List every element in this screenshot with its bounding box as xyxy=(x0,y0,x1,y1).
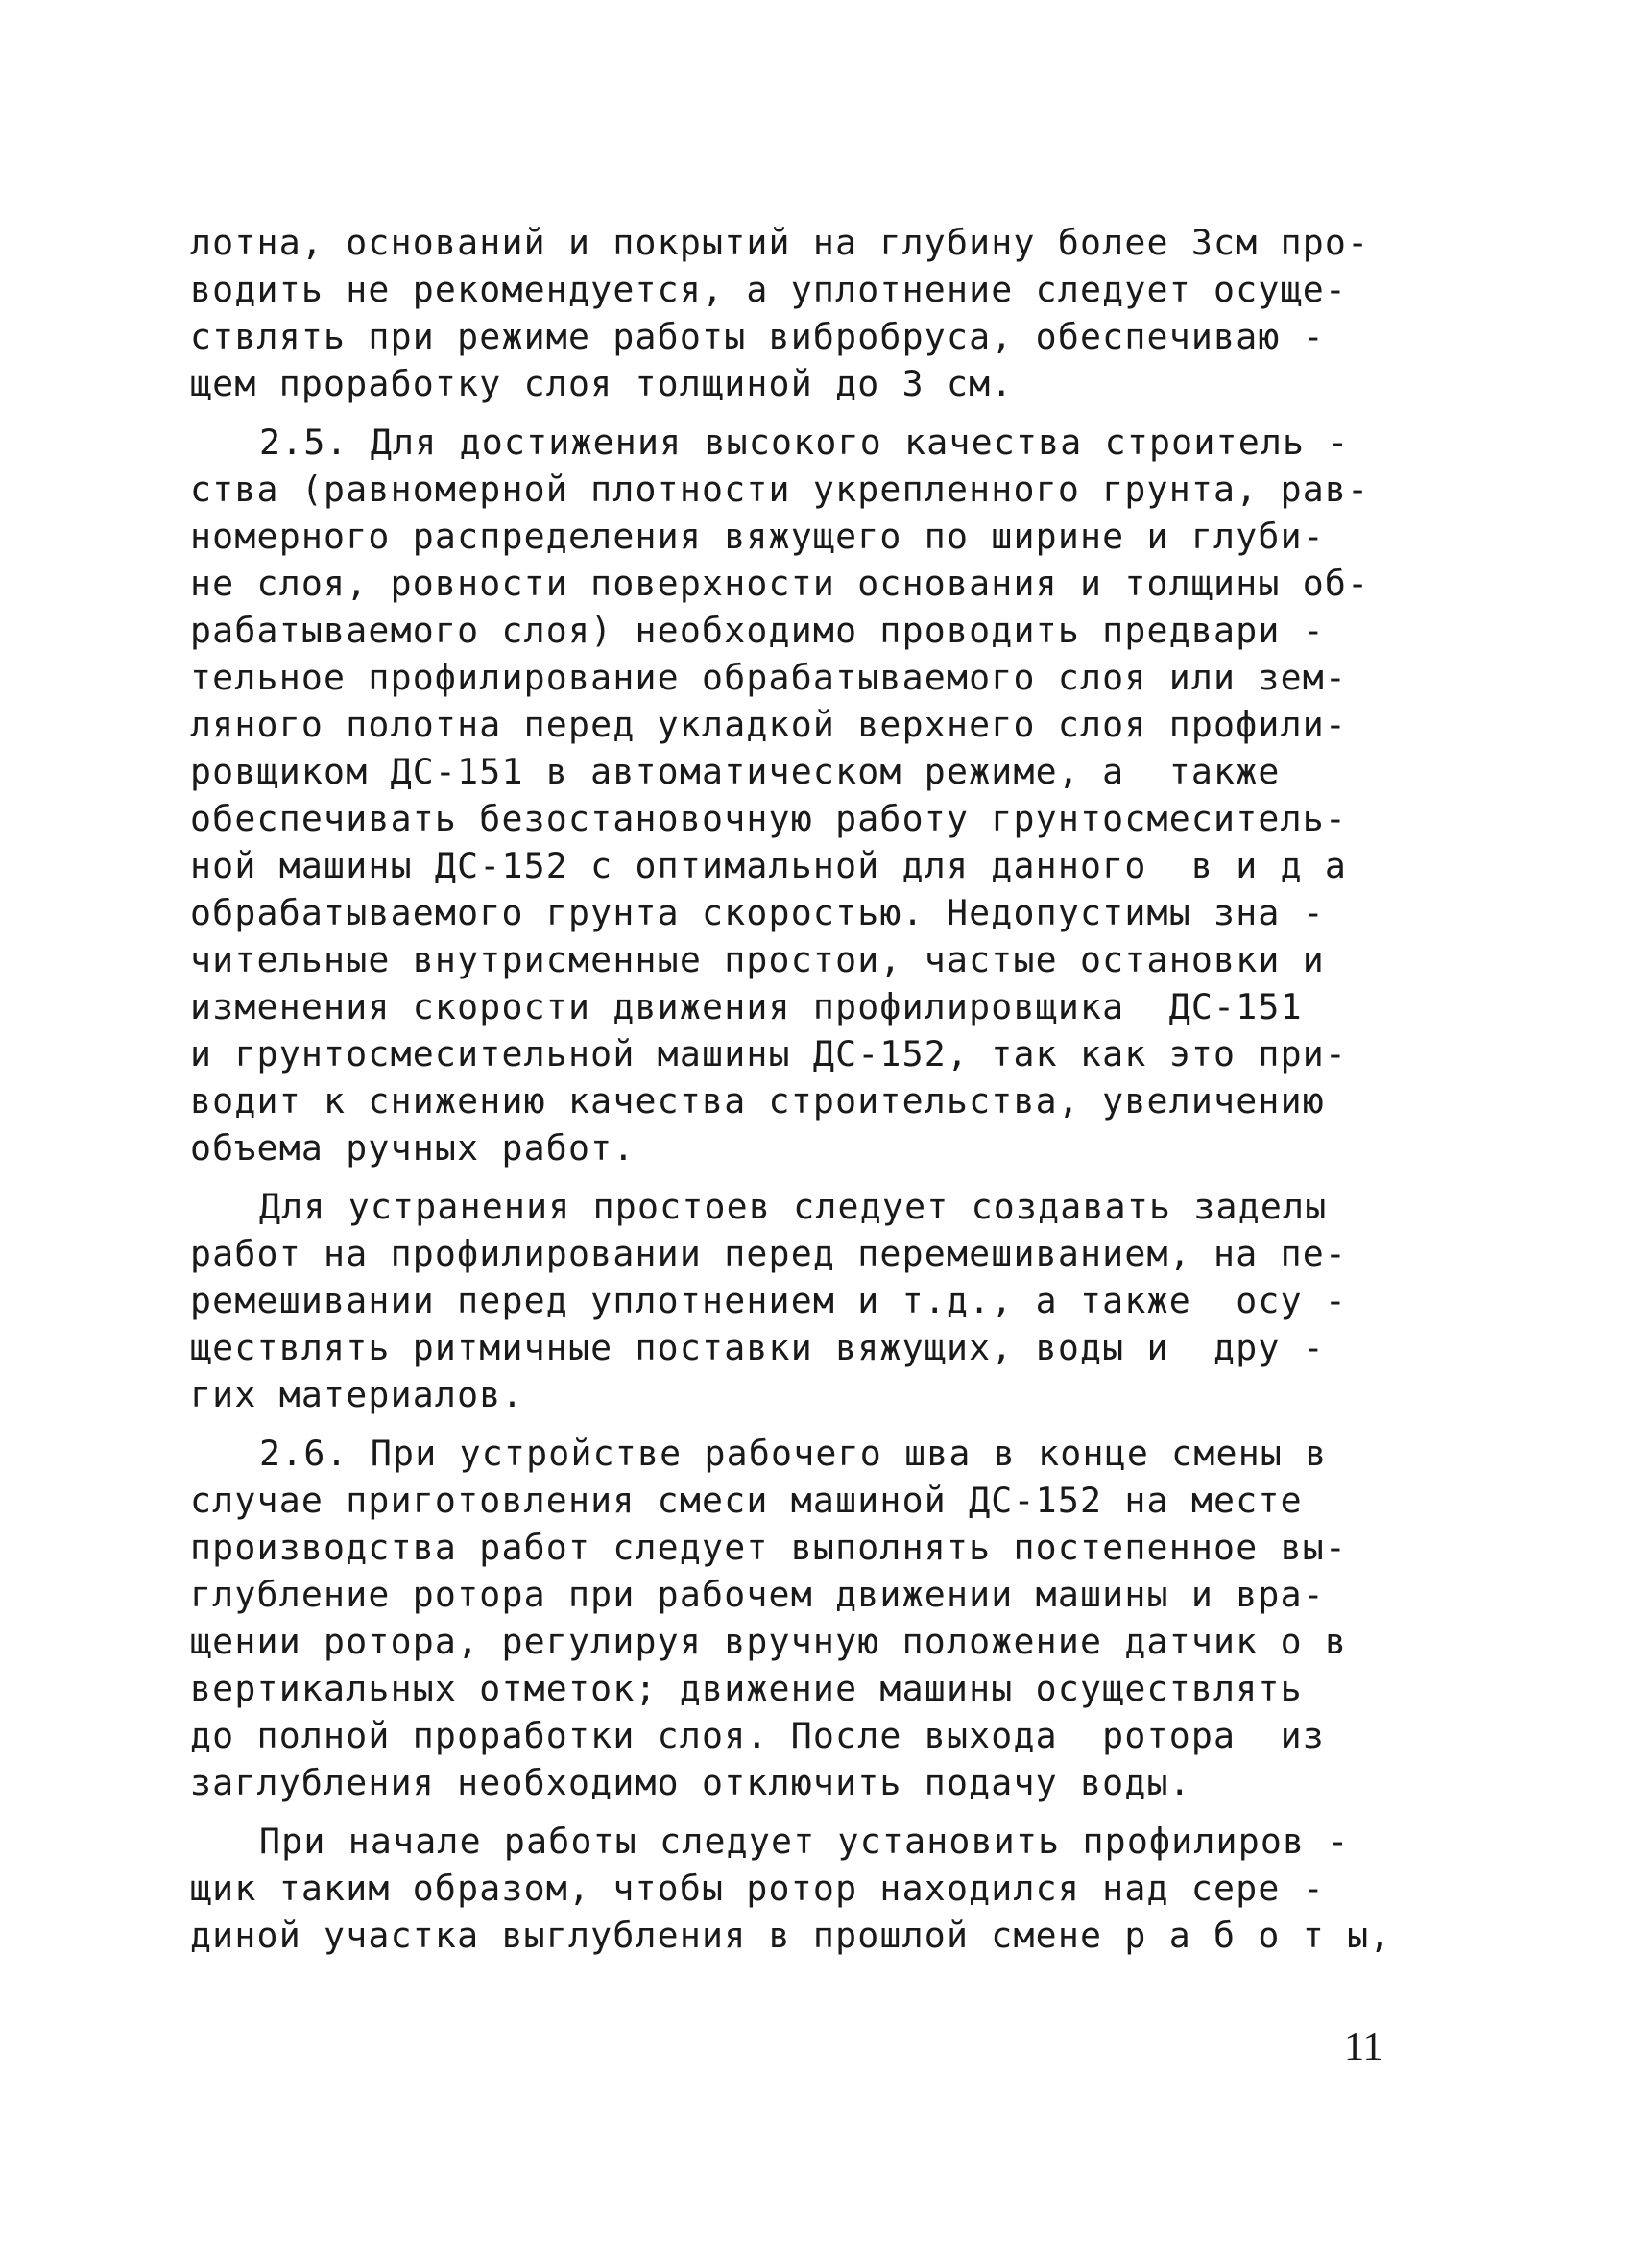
text-line: вертикальных отметок; движение машины осуществлять xyxy=(190,1668,1303,1709)
text-line: производства работ следует выполнять постепенное вы- xyxy=(190,1527,1348,1568)
text-line: не слоя, ровности поверхности основания и толщины об- xyxy=(190,563,1370,604)
text-line: ремешивании перед уплотнением и т.д., а также осу - xyxy=(190,1280,1348,1321)
text-line: ной машины ДС-152 с оптимальной для данного в и д а xyxy=(190,845,1348,886)
text-line: щик таким образом, чтобы ротор находился над сере - xyxy=(190,1868,1325,1909)
text-line: ляного полотна перед укладкой верхнего слоя профили- xyxy=(190,704,1348,745)
text-line: объема ручных работ. xyxy=(190,1127,636,1169)
paragraph-2-5 xyxy=(190,419,1421,1171)
paragraph-continuation xyxy=(190,219,1421,407)
text-line: чительные внутрисменные простои, частые остановки и xyxy=(190,939,1325,980)
text-line: ществлять ритмичные поставки вяжущих, воды и дру - xyxy=(190,1327,1325,1368)
text-line: и грунтосмесительной машины ДС-152, так как это при- xyxy=(190,1033,1348,1074)
text-line: водить не рекомендуется, а уплотнение следует осуще- xyxy=(190,269,1348,310)
text-line: рабатываемого слоя) необходимо проводить предвари - xyxy=(190,610,1325,651)
text-line: лотна, оснований и покрытий на глубину более 3см про- xyxy=(190,222,1370,263)
text-line: щем проработку слоя толщиной до 3 см. xyxy=(190,363,1014,404)
body-text xyxy=(190,219,1421,1970)
paragraph-start xyxy=(190,1818,1421,1959)
text-line: случае приготовления смеси машиной ДС-152 на месте xyxy=(190,1480,1303,1521)
text-line: 2.6. При устройстве рабочего шва в конце смены в xyxy=(259,1433,1328,1474)
page-number: 11 xyxy=(1344,2025,1383,2069)
text-line: 2.5. Для достижения высокого качества строитель - xyxy=(259,422,1350,463)
text-line: обеспечивать безостановочную работу грунтосмеситель- xyxy=(190,798,1348,839)
text-line: до полной проработки слоя. После выхода ротора из xyxy=(190,1715,1325,1756)
text-line: номерного распределения вяжущего по ширине и глуби- xyxy=(190,516,1325,557)
text-line: гих материалов. xyxy=(190,1374,524,1415)
text-line: диной участка выглубления в прошлой смене р а б о т ы, xyxy=(190,1915,1392,1956)
paragraph-downtime xyxy=(190,1183,1421,1418)
text-line: тельное профилирование обрабатываемого слоя или зем- xyxy=(190,657,1348,698)
text-line: ровщиком ДС-151 в автоматическом режиме, а также xyxy=(190,751,1281,792)
text-line: ства (равномерной плотности укрепленного грунта, рав- xyxy=(190,469,1370,510)
text-line: водит к снижению качества строительства, увеличению xyxy=(190,1080,1325,1122)
text-line: обрабатываемого грунта скоростью. Недопустимы зна - xyxy=(190,892,1325,933)
text-line: При начале работы следует установить профилиров - xyxy=(259,1821,1350,1862)
text-line: щении ротора, регулируя вручную положение датчик о в xyxy=(190,1621,1348,1662)
text-line: ствлять при режиме работы вибробруса, обеспечиваю - xyxy=(190,316,1325,357)
paragraph-2-6 xyxy=(190,1430,1421,1806)
text-line: изменения скорости движения профилировщика ДС-151 xyxy=(190,986,1303,1027)
text-line: глубление ротора при рабочем движении машины и вра- xyxy=(190,1574,1325,1615)
text-line: Для устранения простоев следует создавать заделы xyxy=(259,1186,1328,1227)
text-line: заглубления необходимо отключить подачу воды. xyxy=(190,1762,1191,1803)
text-line: работ на профилировании перед перемешиванием, на пе- xyxy=(190,1233,1348,1274)
